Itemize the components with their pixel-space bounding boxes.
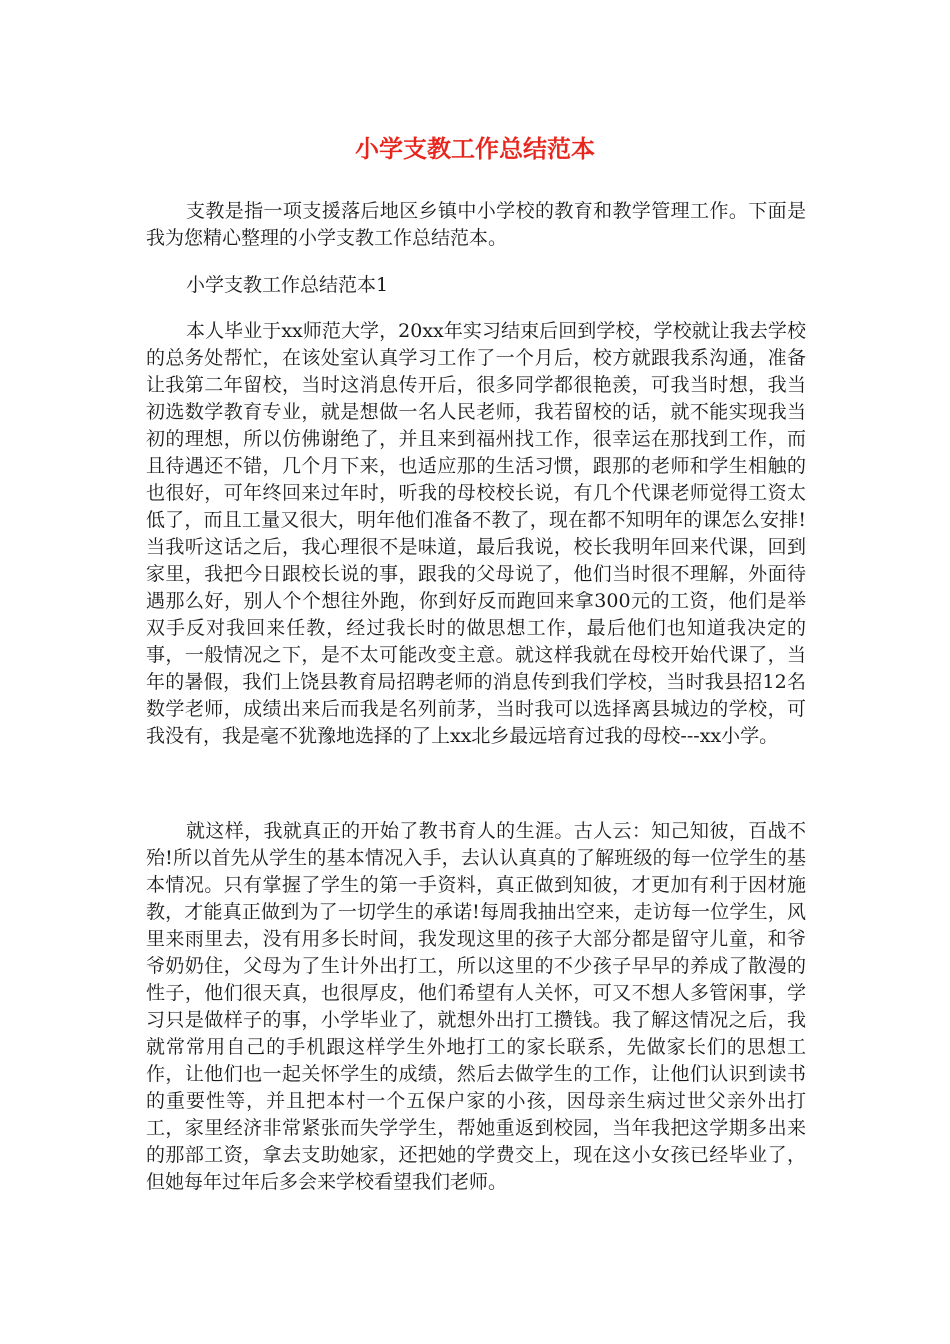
body-paragraph: 就这样，我就真正的开始了教书育人的生涯。古人云：知己知彼，百战不殆!所以首先从学生的基本情况入手，去认认真真的了解班级的每一位学生的基本情况。只有掌握了学生的第一手资料，真正做到知彼，才更加有利于因材施教，才能真正做到为了一切学生的承诺!每周我抽出空来，走访每一位学生，风里来雨里去，没有用多长时间，我发现这里的孩子大部分都是留守儿童，和爷爷奶奶住，父母为了生计外出打工，所以这里的不少孩子早早的养成了散漫的性子，他们很天真，也很厚皮，他们希望有人关怀，可又不想人多管闲事，学习只是做样子的事，小学毕业了，就想外出打工攒钱。我了解这情况之后，我就常常用自己的手机跟这样学生外地打工的家长联系，先做家长们的思想工作，让他们也一起关怀学生的成绩，然后去做学生的工作，让他们认识到读书的重要性等，并且把本村一个五保户家的小孩，因母亲生病过世父亲外出打工，家里经济非常紧张而失学学生，帮她重返到校园，当年我把这学期多出来的那部工资，拿去支助她家，还把她的学费交上，现在这小女孩已经毕业了，但她每年过年后多会来学校看望我们老师。	[146, 820, 806, 1193]
section-heading: 小学支教工作总结范本1	[186, 274, 389, 296]
document-title: 小学支教工作总结范本	[355, 135, 595, 163]
intro-paragraph: 支教是指一项支援落后地区乡镇中小学校的教育和教学管理工作。下面是我为您精心整理的小学支教工作总结范本。	[146, 200, 806, 249]
body-paragraph: 本人毕业于xx师范大学，20xx年实习结束后回到学校，学校就让我去学校的总务处帮忙，在该处室认真学习工作了一个月后，校方就跟我系沟通，准备让我第二年留校，当时这消息传开后，很多同学都很艳羡，可我当时想，我当初选数学教育专业，就是想做一名人民老师，我若留校的话，就不能实现我当初的理想，所以仿佛谢绝了，并且来到福州找工作，很幸运在那找到工作，而且待遇还不错，几个月下来，也适应那的生活习惯，跟那的老师和学生相触的也很好，可年终回来过年时，听我的母校校长说，有几个代课老师觉得工资太低了，而且工量又很大，明年他们准备不教了，现在都不知明年的课怎么安排!当我听这话之后，我心理很不是味道，最后我说，校长我明年回来代课，回到家里，我把今日跟校长说的事，跟我的父母说了，他们当时很不理解，外面待遇那么好，别人个个想往外跑，你到好反而跑回来拿300元的工资，他们是举双手反对我回来任教，经过我长时的做思想工作，最后他们也知道我决定的事，一般情况之下，是不太可能改变主意。就这样我就在母校开始代课了，当年的暑假，我们上饶县教育局招聘老师的消息传到我们学校，当时我县招12名数学老师，成绩出来后而我是名列前茅，当时我可以选择离县城边的学校，可我没有，我是毫不犹豫地选择的了上xx北乡最远培育过我的母校---xx小学。	[146, 320, 806, 747]
